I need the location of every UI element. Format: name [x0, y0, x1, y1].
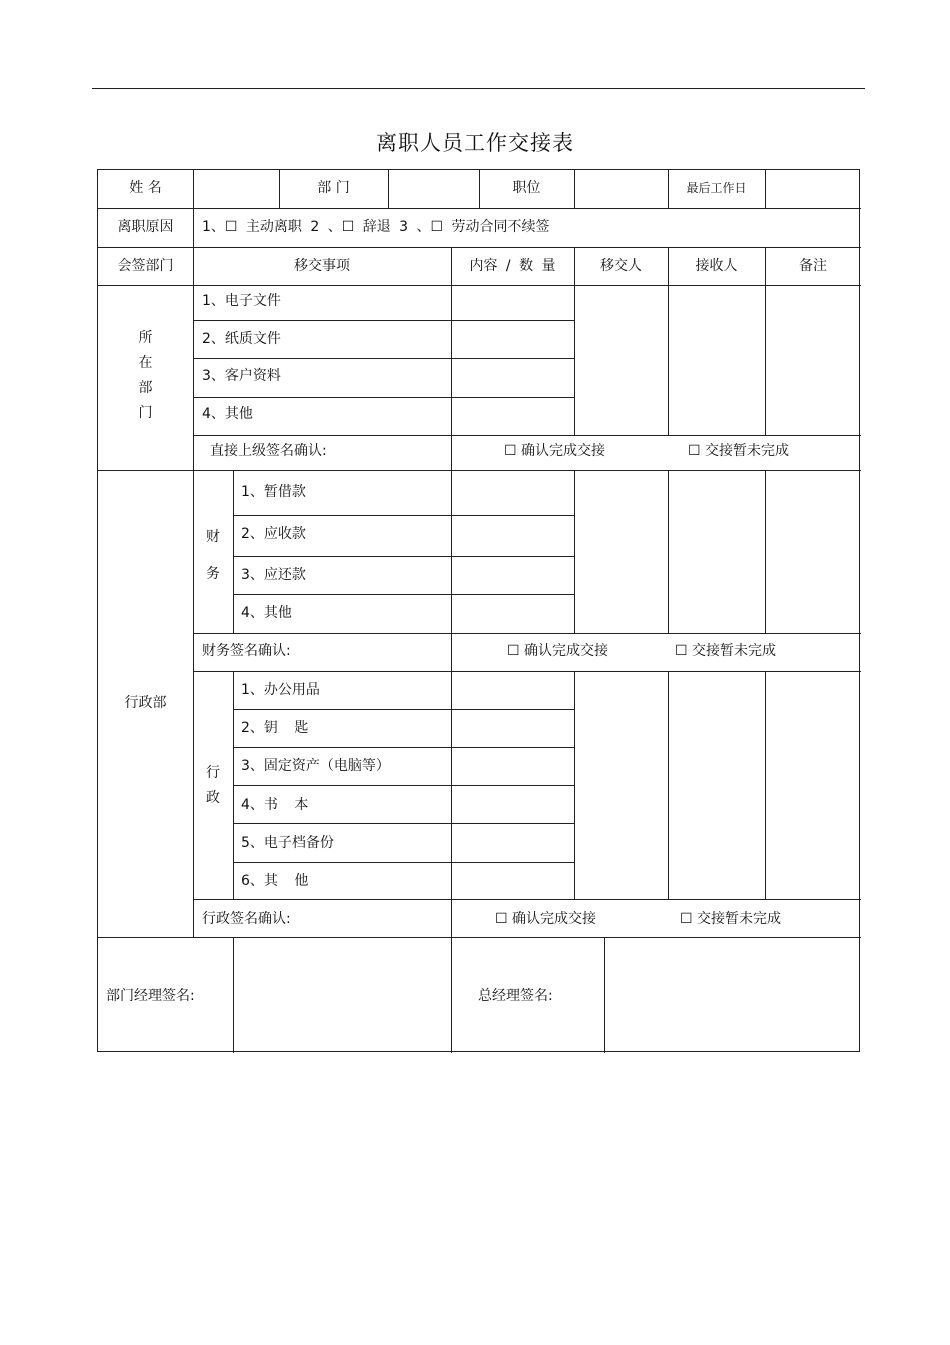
finance-item: 1、暂借款 [241, 484, 306, 500]
col-divider [765, 470, 766, 633]
position-label: 职位 [512, 180, 541, 196]
col-header-content: 内容 / 数 量 [469, 258, 556, 274]
col-divider [765, 671, 766, 899]
own-dept-item: 2、纸质文件 [202, 331, 281, 347]
own-dept-label: 所 在 部 门 [138, 330, 153, 421]
row-divider [98, 470, 861, 471]
finance-item: 2、应收款 [241, 526, 306, 542]
col-divider [233, 937, 234, 1053]
row-divider [233, 823, 574, 824]
row-divider [233, 785, 574, 786]
row-divider [233, 862, 574, 863]
row-divider [193, 633, 861, 634]
row-divider [193, 358, 574, 359]
admin-label: 行 政 [206, 765, 220, 806]
own-dept-item: 3、客户资料 [202, 368, 281, 384]
admin-item: 6、其 他 [241, 873, 309, 889]
confirm-done-checkbox[interactable]: ☐ 确认完成交接 [495, 911, 597, 927]
row-divider [233, 594, 574, 595]
col-header-items: 移交事项 [294, 258, 350, 274]
finance-label: 财 务 [206, 529, 220, 582]
row-divider [193, 435, 861, 436]
col-header-dept: 会签部门 [117, 258, 174, 274]
col-divider [193, 170, 194, 208]
confirm-pending-checkbox[interactable]: ☐ 交接暂未完成 [675, 643, 777, 659]
col-divider [233, 470, 234, 633]
col-divider [668, 470, 669, 633]
gm-sign-label: 总经理签名: [478, 988, 553, 1004]
col-divider [574, 470, 575, 633]
row-divider [98, 247, 861, 248]
row-divider [193, 899, 861, 900]
col-divider [668, 247, 669, 435]
confirm-done-checkbox[interactable]: ☐ 确认完成交接 [507, 643, 609, 659]
row-divider [193, 397, 574, 398]
row-divider [98, 937, 861, 938]
confirm-pending-checkbox[interactable]: ☐ 交接暂未完成 [688, 443, 790, 459]
admin-item: 5、电子档备份 [241, 835, 334, 851]
own-dept-item: 4、其他 [202, 406, 253, 422]
row-divider [233, 747, 574, 748]
row-divider [233, 556, 574, 557]
col-header-handover: 移交人 [600, 258, 642, 274]
top-rule [92, 88, 865, 89]
handover-form-table [97, 169, 860, 1052]
col-divider [765, 247, 766, 435]
col-header-remark: 备注 [799, 258, 827, 274]
col-divider [604, 937, 605, 1053]
admin-item: 4、书 本 [241, 797, 309, 813]
admin-sign-label: 行政签名确认: [202, 911, 291, 927]
confirm-pending-checkbox[interactable]: ☐ 交接暂未完成 [680, 911, 782, 927]
own-dept-item: 1、电子文件 [202, 293, 281, 309]
row-divider [98, 285, 861, 286]
finance-item: 4、其他 [241, 605, 292, 621]
col-divider [765, 170, 766, 208]
finance-item: 3、应还款 [241, 567, 306, 583]
admin-dept-label: 行政部 [124, 695, 167, 711]
row-divider [233, 709, 574, 710]
row-divider [233, 515, 574, 516]
col-divider [574, 170, 575, 208]
row-divider [98, 208, 861, 209]
dept-label: 部 门 [317, 180, 350, 196]
last-workday-label: 最后工作日 [686, 181, 747, 195]
dept-manager-sign-label: 部门经理签名: [106, 988, 195, 1004]
col-divider [574, 247, 575, 435]
admin-item: 1、办公用品 [241, 682, 320, 698]
admin-item: 3、固定资产（电脑等） [241, 758, 390, 774]
finance-sign-label: 财务签名确认: [202, 643, 291, 659]
reason-label: 离职原因 [117, 219, 174, 235]
reason-options: 1、☐ 主动离职 2 、☐ 辞退 3 、☐ 劳动合同不续签 [202, 219, 550, 235]
col-divider [451, 247, 452, 937]
row-divider [193, 671, 861, 672]
col-divider [574, 671, 575, 899]
col-divider [388, 170, 389, 208]
name-label: 姓 名 [129, 180, 162, 196]
supervisor-sign-label: 直接上级签名确认: [210, 443, 327, 459]
col-divider [233, 671, 234, 899]
confirm-done-checkbox[interactable]: ☐ 确认完成交接 [504, 443, 606, 459]
col-divider [451, 937, 452, 1053]
admin-item: 2、钥 匙 [241, 720, 309, 736]
row-divider [193, 320, 574, 321]
col-header-receiver: 接收人 [695, 258, 738, 274]
col-divider [668, 671, 669, 899]
form-title: 离职人员工作交接表 [376, 131, 574, 155]
